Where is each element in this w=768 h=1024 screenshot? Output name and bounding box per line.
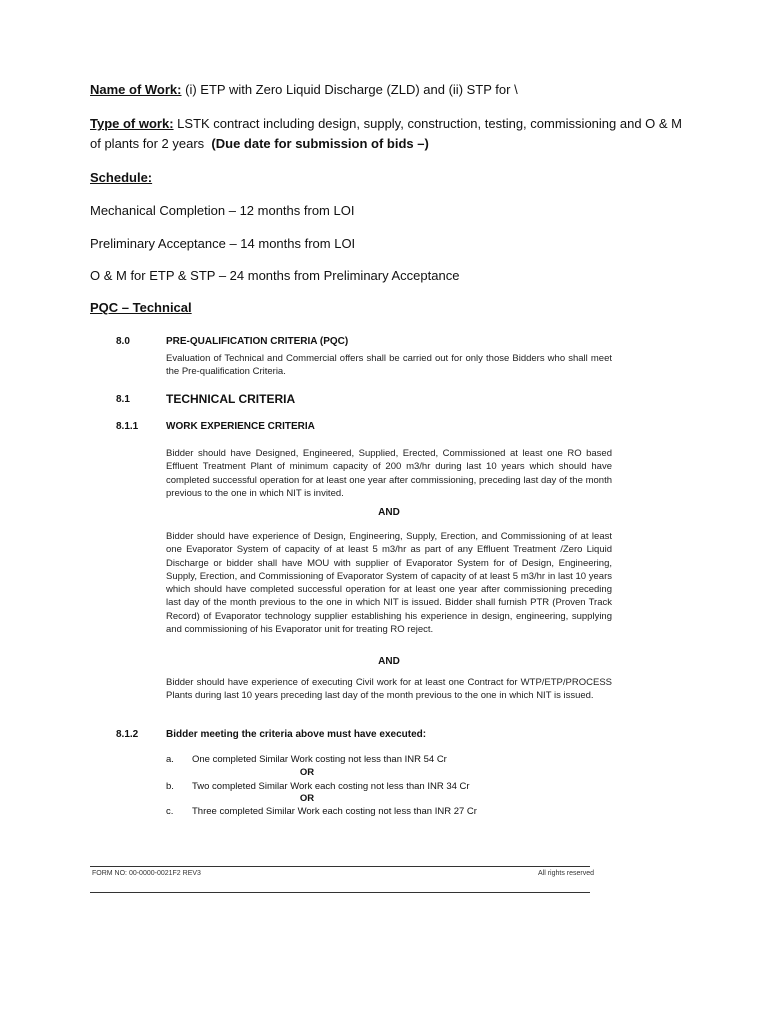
schedule-label: Schedule: bbox=[90, 170, 153, 185]
and-separator: AND bbox=[378, 507, 400, 518]
schedule-item: Mechanical Completion – 12 months from LOI bbox=[90, 203, 355, 218]
schedule-item: Preliminary Acceptance – 14 months from LOI bbox=[90, 236, 356, 251]
section-number: 8.1 bbox=[116, 394, 130, 405]
section-title: Bidder meeting the criteria above must have executed: bbox=[166, 729, 427, 740]
due-date-note: (Due date for submission of bids –) bbox=[211, 136, 429, 151]
pqc-label: PQC – Technical bbox=[90, 300, 192, 315]
list-item-marker: a. bbox=[166, 754, 174, 765]
or-separator: OR bbox=[299, 767, 315, 778]
type-of-work-block bbox=[90, 114, 690, 154]
name-of-work-label: Name of Work: bbox=[90, 82, 182, 97]
section-title: PRE-QUALIFICATION CRITERIA (PQC) bbox=[166, 336, 349, 347]
section-paragraph: Evaluation of Technical and Commercial offers shall be carried out for only those Bidders who shall meet the Pre-qualification Criteria. bbox=[166, 353, 612, 378]
criteria-paragraph: Bidder should have experience of Design, Engineering, Supply, Erection, and Commissioning of at least one Evaporator System of capacity of at least 5 m3/hr as part of any Effluent Treatment /Zero Liquid Discharge or bidder shall have MOU with supplier of Evaporator System for of Design, Engineering, Supply, Erection, and Commissioning of Evaporator System of capacity of at least 5 m3/hr in last 10 years which should have completed successful operation for at least one year after commissioning preceding last day of the month previous to the one in which NIT is issued. Bidder shall furnish PTR (Proven Track Record) of Evaporator technology supplier establishing his experience in design, engineering, supplying and commissioning of his Evaporator unit for treating RO reject. bbox=[166, 531, 612, 636]
criteria-paragraph: Bidder should have Designed, Engineered, Supplied, Erected, Commissioned at least one RO based Effluent Treatment Plant of minimum capacity of 200 m3/hr during last 10 years which should have completed successful operation for at least one year after commissioning, preceding last day of the month previous to the one in which NIT is invited. bbox=[166, 448, 612, 499]
list-item-text: Three completed Similar Work each costing not less than INR 27 Cr bbox=[192, 806, 477, 817]
rights-notice: All rights reserved bbox=[538, 870, 595, 877]
list-item-text: One completed Similar Work costing not less than INR 54 Cr bbox=[192, 754, 447, 765]
or-separator: OR bbox=[299, 793, 315, 804]
pqc-label-line bbox=[90, 298, 690, 318]
schedule-item: O & M for ETP & STP – 24 months from Preliminary Acceptance bbox=[90, 268, 460, 283]
schedule-label-line bbox=[90, 168, 690, 188]
type-of-work-label: Type of work: bbox=[90, 116, 174, 131]
footer-divider bbox=[90, 892, 590, 893]
type-of-work-text: LSTK contract including design, supply, construction, testing, commissioning and O & M of plants for 2 years bbox=[90, 116, 683, 151]
section-number: 8.1.2 bbox=[116, 729, 139, 740]
name-of-work-line bbox=[90, 80, 690, 100]
section-title: TECHNICAL CRITERIA bbox=[166, 392, 296, 406]
footer-divider bbox=[90, 866, 590, 867]
list-item-text: Two completed Similar Work each costing not less than INR 34 Cr bbox=[192, 781, 470, 792]
section-number: 8.0 bbox=[116, 336, 130, 347]
list-item-marker: b. bbox=[166, 781, 174, 792]
name-of-work-text: (i) ETP with Zero Liquid Discharge (ZLD) and (ii) STP for \ bbox=[185, 82, 518, 97]
form-number: FORM NO: 00-0000-0021F2 REV3 bbox=[92, 870, 201, 877]
section-number: 8.1.1 bbox=[116, 421, 139, 432]
list-item-marker: c. bbox=[166, 806, 174, 817]
section-title: WORK EXPERIENCE CRITERIA bbox=[166, 421, 315, 432]
criteria-paragraph: Bidder should have experience of executing Civil work for at least one Contract for WTP/ETP/PROCESS Plants during last 10 years preceding last day of the month previous to the one in which NIT is issued. bbox=[166, 677, 612, 702]
and-separator: AND bbox=[378, 656, 400, 667]
